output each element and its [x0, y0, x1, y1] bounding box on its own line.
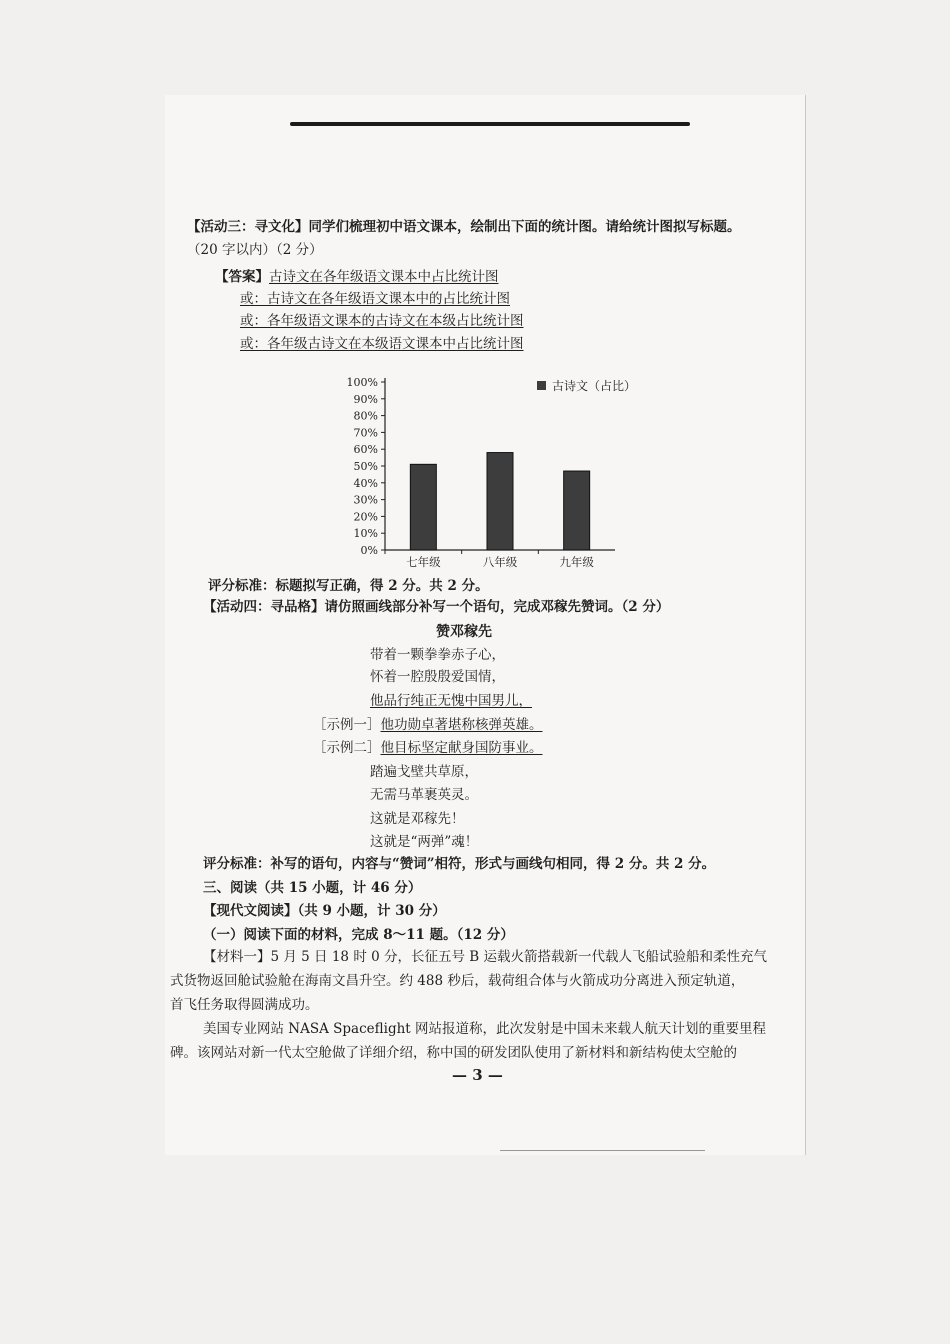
y-tick-label: 20%	[353, 510, 378, 524]
example-2	[313, 739, 543, 757]
x-tick-label: 八年级	[482, 555, 518, 569]
page-number: — 3 —	[452, 1066, 503, 1084]
y-tick-label: 80%	[353, 409, 378, 423]
x-tick-label: 九年级	[559, 555, 594, 569]
y-tick-label: 30%	[353, 493, 378, 507]
scoring-standard-2: 评分标准：补写的语句，内容与“赞词”相符，形式与画线句相同，得 2 分。共 2 分。	[203, 856, 716, 872]
bar-chart	[340, 370, 640, 575]
y-tick-label: 60%	[353, 443, 378, 457]
paragraph2-line: 碑。该网站对新一代太空舱做了详细介绍，称中国的研发团队使用了新材料和新结构使太空舱的	[170, 1045, 737, 1061]
x-tick-label: 七年级	[406, 555, 441, 569]
poem-line: 怀着一腔殷殷爱国情，	[370, 669, 505, 685]
example-label: ［示例一］	[313, 717, 381, 733]
material1-line: 式货物返回舱试验舱在海南文昌升空。约 488 秒后，载荷组合体与火箭成功分离进入预定轨道，	[170, 973, 745, 989]
poem-line: 这就是“两弹”魂！	[370, 834, 479, 850]
answer-option: 或：各年级古诗文在本级语文课本中占比统计图	[240, 336, 524, 352]
y-tick-label: 10%	[353, 527, 378, 541]
scoring-standard-1: 评分标准：标题拟写正确，得 2 分。共 2 分。	[208, 578, 489, 594]
answer-line-1	[215, 268, 499, 286]
y-tick-label: 50%	[353, 460, 378, 473]
paragraph2-line: 美国专业网站 NASA Spaceflight 网站报道称，此次发射是中国未来载人航天计划的重要里程	[203, 1021, 767, 1037]
modern-reading-heading: 【现代文阅读】（共 9 小题，计 30 分）	[203, 903, 446, 919]
top-rule	[290, 122, 690, 126]
legend-label: 古诗文（占比）	[552, 379, 637, 393]
y-tick-label: 0%	[360, 544, 378, 557]
part1-instruction: （一）阅读下面的材料，完成 8～11 题。（12 分）	[203, 927, 514, 943]
bar	[487, 453, 513, 550]
answer-option: 古诗文在各年级语文课本中占比统计图	[269, 269, 499, 285]
answer-option: 或：各年级语文课本的古诗文在本级占比统计图	[240, 313, 524, 329]
legend-swatch	[537, 381, 546, 390]
poem-title: 赞邓稼先	[436, 624, 492, 640]
activity3-line2: （20 字以内）（2 分）	[187, 242, 323, 258]
example-text: 他功勋卓著堪称核弹英雄。	[380, 717, 543, 733]
poem-underlined-line: 他品行纯正无愧中国男儿，	[370, 693, 532, 709]
y-tick-label: 70%	[353, 426, 378, 440]
activity4-prompt: 【活动四：寻品格】请仿照画线部分补写一个语句，完成邓稼先赞词。（2 分）	[203, 599, 670, 615]
example-text: 他目标坚定献身国防事业。	[380, 740, 543, 756]
y-tick-label: 90%	[353, 392, 378, 406]
activity3-line1: 【活动三：寻文化】同学们梳理初中语文课本，绘制出下面的统计图。请给统计图拟写标题。	[187, 219, 741, 235]
section-heading: 三、阅读（共 15 小题，计 46 分）	[203, 880, 422, 896]
material1-line: 首飞任务取得圆满成功。	[170, 997, 319, 1013]
poem-line: 无需马革裹英灵。	[370, 787, 478, 803]
example-label: ［示例二］	[313, 740, 381, 756]
answer-label: 【答案】	[215, 269, 269, 285]
example-1	[313, 716, 543, 734]
answer-option: 或：古诗文在各年级语文课本中的占比统计图	[240, 291, 510, 307]
bar	[564, 471, 590, 550]
bar	[410, 464, 436, 550]
y-tick-label: 40%	[353, 476, 378, 490]
material1-line: 【材料一】5 月 5 日 18 时 0 分，长征五号 B 运载火箭搭载新一代载人飞船试验船和柔性充气	[203, 949, 767, 965]
poem-line: 这就是邓稼先！	[370, 811, 465, 827]
poem-line: 踏遍戈壁共草原，	[370, 764, 478, 780]
y-tick-label: 100%	[346, 376, 378, 389]
poem-line: 带着一颗拳拳赤子心，	[370, 647, 505, 663]
bottom-rule	[500, 1150, 705, 1151]
